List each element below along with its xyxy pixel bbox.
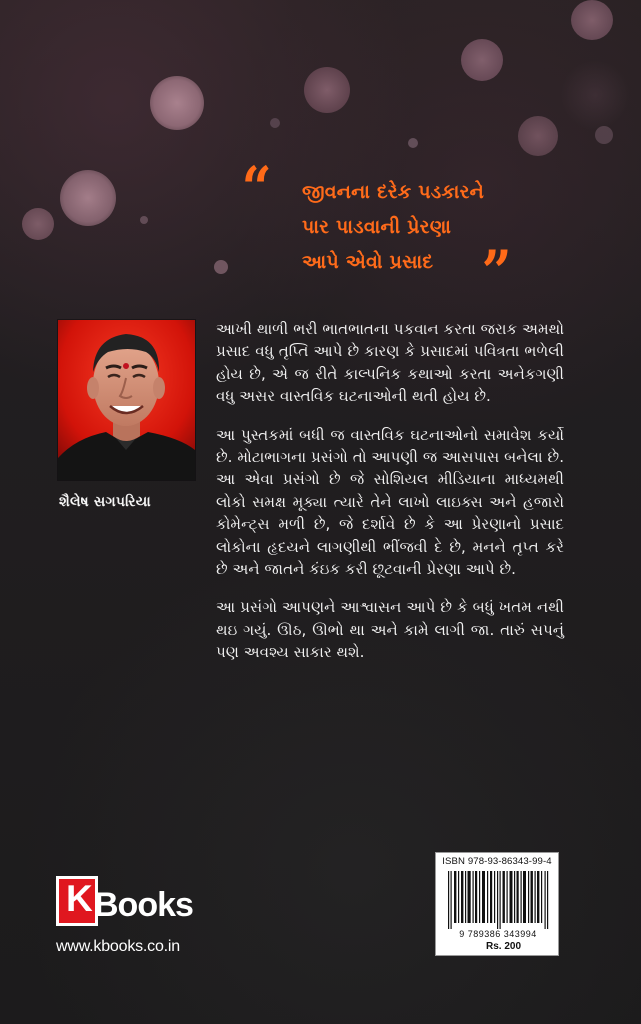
- author-portrait-illustration: [58, 320, 195, 480]
- bokeh-light: [270, 118, 280, 128]
- kbooks-k-icon: [56, 876, 98, 926]
- close-quote-mark: ”: [481, 238, 512, 306]
- bokeh-light: [408, 138, 418, 148]
- price-label: Rs. 200: [486, 941, 522, 952]
- author-photo: [58, 320, 195, 480]
- isbn-label: ISBN 978-93-86343-99-4: [442, 856, 552, 867]
- bokeh-light: [304, 67, 350, 113]
- tagline-line-3: આપે એવો પ્રસાદ: [302, 251, 434, 273]
- blurb-paragraph: આ પુસ્તકમાં બધી જ વાસ્તવિક ઘટનાઓનો સમાવેશ કર્યો છે. મોટાભાગના પ્રસંગો તો આપણી જ આસપાસ બનેલા છે. આ એવા પ્રસંગો છે જે સોશિયલ મીડિયાના માધ્યમથી લોકો સમક્ષ મૂક્યા ત્યારે તેને લાખો લાઇક્સ અને હજારો કોમેન્ટ્સ મળી છે, જે દર્શાવે છે કે આ પ્રેરણાનો પ્રસાદ લોકોના હૃદયને લાગણીથી ભીંજવી દે છે, મનને તૃપ્ત કરે છે અને જાતને કંઇક કરી છૂટવાની પ્રેરણા આપે છે.: [216, 425, 564, 579]
- logo-wordmark: Books: [94, 886, 193, 924]
- publisher-logo: [56, 876, 216, 962]
- tagline-line-2: પાર પાડવાની પ્રેરણા: [302, 216, 452, 238]
- tagline-quote: [240, 154, 560, 306]
- barcode-icon: [444, 871, 552, 929]
- bokeh-light: [518, 116, 558, 156]
- bokeh-light: [560, 60, 630, 130]
- bokeh-light: [22, 208, 54, 240]
- open-quote-mark: “: [241, 154, 272, 222]
- barcode-number: 9 789386 343994: [459, 929, 537, 939]
- bokeh-light: [571, 0, 613, 40]
- bokeh-light: [214, 260, 228, 274]
- bokeh-light: [595, 126, 613, 144]
- tagline-line-1: જીવનના દરેક પડકારને: [302, 181, 485, 203]
- bokeh-light: [60, 170, 116, 226]
- author-name: શૈલેષ સગપરિયા: [59, 494, 151, 510]
- blurb-paragraph: આ પ્રસંગો આપણને આશ્વાસન આપે છે કે બધું ખતમ નથી થઇ ગયું. ઊઠ, ઊભો થા અને કામે લાગી જા. તારું સપનું પણ અવશ્ય સાકાર થશે.: [216, 598, 564, 662]
- bokeh-light: [150, 76, 204, 130]
- publisher-url: www.kbooks.co.in: [56, 938, 180, 955]
- logo-letter: K: [66, 878, 93, 919]
- blurb-text: [216, 318, 564, 664]
- bokeh-light: [140, 216, 148, 224]
- isbn-barcode: [435, 852, 559, 956]
- blurb-paragraph: આખી થાળી ભરી ભાતભાતના પકવાન કરતા જરાક અમથો પ્રસાદ વધુ તૃપ્તિ આપે છે કારણ કે પ્રસાદમાં પવિત્રતા ભળેલી હોય છે, એ જ રીતે કાલ્પનિક કથાઓ કરતા અનેકગણી વધુ અસર વાસ્તવિક ઘટનાઓની થતી હોય છે.: [216, 320, 564, 406]
- bokeh-light: [461, 39, 503, 81]
